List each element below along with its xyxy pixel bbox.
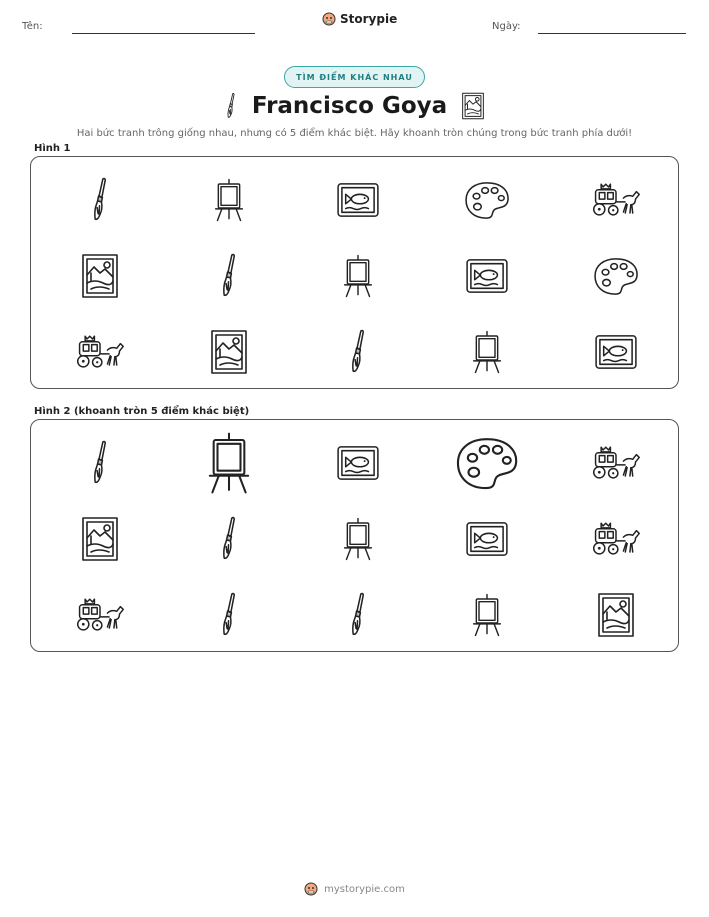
date-line[interactable] [538, 33, 686, 34]
easel-icon[interactable] [422, 321, 551, 383]
footer-site[interactable]: mystorypie.com [324, 883, 405, 895]
fish-painting-icon[interactable] [422, 245, 551, 307]
carriage-icon[interactable] [551, 169, 680, 231]
paintbrush-icon[interactable] [164, 508, 293, 570]
footer [0, 882, 709, 896]
name-label: Tên: [22, 21, 43, 32]
paintbrush-icon[interactable] [293, 321, 422, 383]
fish-painting-icon[interactable] [551, 321, 680, 383]
paintbrush-icon[interactable] [293, 584, 422, 646]
activity-badge: TÌM ĐIỂM KHÁC NHAU [284, 66, 425, 88]
carriage-icon[interactable] [551, 432, 680, 494]
paintbrush-icon[interactable] [164, 245, 293, 307]
landscape-painting-icon[interactable] [164, 321, 293, 383]
easel-icon[interactable] [293, 508, 422, 570]
page-title: Francisco Goya [251, 93, 448, 119]
paintbrush-icon[interactable] [35, 432, 164, 494]
name-line[interactable] [72, 33, 255, 34]
carriage-icon[interactable] [35, 321, 164, 383]
landscape-painting-icon[interactable] [551, 584, 680, 646]
easel-icon[interactable] [164, 169, 293, 231]
carriage-icon[interactable] [551, 508, 680, 570]
storypie-logo [322, 12, 397, 26]
landscape-painting-icon[interactable] [35, 245, 164, 307]
fish-painting-icon[interactable] [293, 432, 422, 494]
picture1-label: Hình 1 [34, 143, 71, 154]
title-row [0, 92, 709, 120]
picture2-frame[interactable] [30, 419, 679, 652]
easel-icon[interactable] [422, 584, 551, 646]
fish-painting-icon[interactable] [293, 169, 422, 231]
palette-icon[interactable] [422, 169, 551, 231]
landscape-painting-icon[interactable] [35, 508, 164, 570]
fish-painting-icon[interactable] [422, 508, 551, 570]
palette-icon-large[interactable] [422, 432, 551, 494]
easel-icon[interactable] [293, 245, 422, 307]
storypie-mascot-icon [322, 12, 336, 26]
picture2-label: Hình 2 (khoanh tròn 5 điểm khác biệt) [34, 406, 250, 417]
storypie-mascot-icon [304, 882, 318, 896]
palette-icon[interactable] [551, 245, 680, 307]
instructions: Hai bức tranh trông giống nhau, nhưng có 5 điểm khác biệt. Hãy khoanh tròn chúng trong bức tranh phía dưới! [76, 128, 633, 139]
logo-text: Storypie [340, 12, 398, 26]
paintbrush-icon [224, 92, 238, 120]
picture1-frame[interactable] [30, 156, 679, 389]
landscape-painting-icon [461, 92, 485, 120]
carriage-icon[interactable] [35, 584, 164, 646]
paintbrush-icon[interactable] [35, 169, 164, 231]
paintbrush-icon[interactable] [164, 584, 293, 646]
easel-icon-large[interactable] [164, 432, 293, 494]
date-label: Ngày: [492, 21, 521, 32]
